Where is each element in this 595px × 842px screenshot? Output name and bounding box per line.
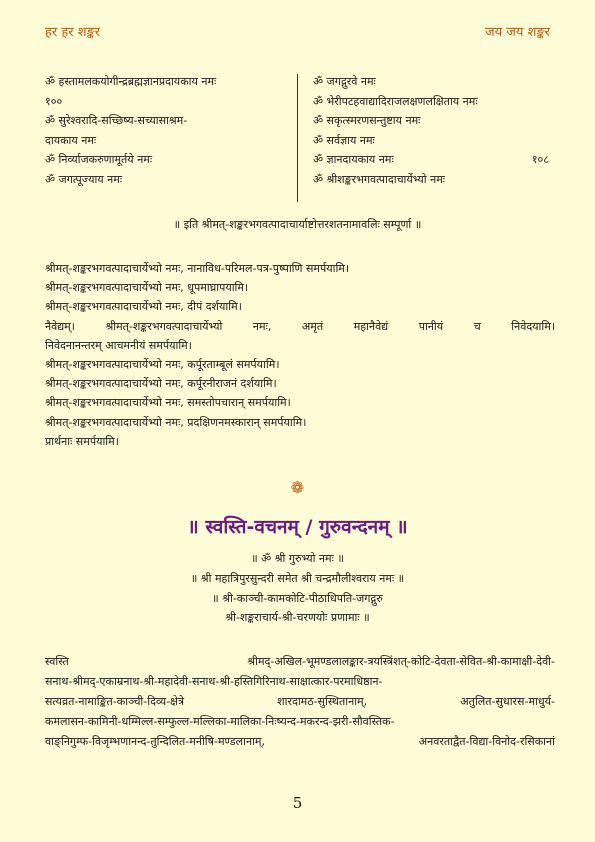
names-columns xyxy=(45,72,555,204)
name-line: दायकाय नमः xyxy=(45,133,97,147)
page-header xyxy=(45,22,550,42)
header-left-text: हर हर शङ्कर xyxy=(45,25,101,40)
upachara-line: श्रीमत्-शङ्करभगवत्पादाचार्येभ्यो नमः, प्रदक्षिणनमस्कारान् समर्पयामि। xyxy=(45,415,307,429)
upachara-line: श्रीमत्-शङ्करभगवत्पादाचार्येभ्यो नमः, नानाविध-परिमल-पत्र-पुष्पाणि समर्पयामि। xyxy=(45,262,350,275)
upachara-section xyxy=(45,259,555,451)
svasti-line: कमलासन-कामिनी-धम्मिल्ल-सम्फुल्ल-मल्लिका-मालिका-निःष्यन्द-मकरन्द-झरी-सौवस्तिक- xyxy=(45,715,395,728)
invocation-line: ॥ श्री महात्रिपुरसुन्दरी समेत श्री चन्द्रमौलीश्वराय नमः ॥ xyxy=(190,571,405,585)
name-text: ॐ ज्ञानदायकाय नमः xyxy=(313,153,394,166)
upachara-line: निवेदनानन्तरम् आचमनीयं समर्पयामि। xyxy=(45,338,192,352)
upachara-line: श्रीमत्-शङ्करभगवत्पादाचार्येभ्यो नमः, समस्तोपचारान् समर्पयामि। xyxy=(45,396,291,410)
header-right-text: जय जय शङ्कर xyxy=(484,25,550,40)
upachara-line: श्रीमत्-शङ्करभगवत्पादाचार्येभ्यो नमः, कर्पूरनीराजनं दर्शयामि। xyxy=(45,377,277,391)
svasti-line: स्वस्ति श्रीमद्-अखिल-भूमण्डलालङ्कार-त्रयस्त्रिंशत्-कोटि-देवता-सेवित-श्री-कामाक्षी-देवी- xyxy=(45,655,555,668)
upachara-line: नैवेद्यम्। श्रीमत्-शङ्करभगवत्पादाचार्येभ्यो नमः, अमृतं महानैवेद्यं पानीयं च निवेदयामि। xyxy=(45,319,555,333)
invocation-line: श्री-शङ्कराचार्य-श्री-चरणयोः प्रणामाः ॥ xyxy=(225,611,370,625)
name-line: ॐ भेरीपटहवाद्यादिराजलक्षणलक्षिताय नमः xyxy=(313,94,478,108)
name-line: ॐ हस्तामलकयोगीन्द्रब्रह्मज्ञानप्रदायकाय नमः xyxy=(45,75,217,88)
invocation-line: ॥ ॐ श्री गुरुभ्यो नमः ॥ xyxy=(251,552,344,565)
completion-line: ॥ इति श्रीमत्-शङ्करभगवत्पादाचार्याष्टोत्तरशतनामावलिः सम्पूर्णा ॥ xyxy=(173,218,422,231)
svasti-line: सत्यव्रत-नामाङ्कित-काञ्ची-दिव्य-क्षेत्रे शारदामठ-सुस्थितानाम्, अतुलित-सुधारस-माधुर्य- xyxy=(45,695,555,708)
name-line: ॐ सुरेश्वरादि-सच्छिष्य-सच्यासाश्रम- xyxy=(45,114,188,127)
column-divider xyxy=(297,74,298,202)
upachara-line: श्रीमत्-शङ्करभगवत्पादाचार्येभ्यो नमः, धूपमाघ्रापयामि। xyxy=(45,281,249,295)
invocations xyxy=(0,549,595,628)
name-line xyxy=(313,150,555,170)
upachara-line: श्रीमत्-शङ्करभगवत्पादाचार्येभ्यो नमः, कर्पूरताम्बूलं समर्पयामि। xyxy=(45,358,280,372)
name-line: ॐ सर्वज्ञाय नमः xyxy=(313,133,375,147)
name-line: ॐ निर्व्याजकरुणामूर्तये नमः xyxy=(45,153,153,166)
name-line: ॐ जगद्गुरवे नमः xyxy=(313,75,376,88)
name-line: ॐ जगत्पूज्याय नमः xyxy=(45,172,123,186)
svasti-line: सनाथ-श्रीमद्-एकाम्रनाथ-श्री-महादेवी-सनाथ-श्री-हस्तिगिरिनाथ-साक्षात्कार-परमाधिष्ठान- xyxy=(45,675,383,688)
name-number: १०० xyxy=(45,94,63,108)
upachara-line: श्रीमत्-शङ्करभगवत्पादाचार्येभ्यो नमः, दीपं दर्शयामि। xyxy=(45,300,242,314)
names-left-column xyxy=(45,72,295,189)
svasti-paragraph xyxy=(45,652,555,752)
section-title: ॥ स्वस्ति-वचनम् / गुरुवन्दनम् ॥ xyxy=(187,516,408,538)
name-line: ॐ सकृत्स्मरणसन्तुष्टाय नमः xyxy=(313,114,421,127)
page-number: 5 xyxy=(292,794,303,812)
invocation-line: ॥ श्री-काञ्ची-कामकोटि-पीठाधिपति-जगद्गुरु xyxy=(212,591,383,605)
name-number: १०८ xyxy=(531,153,549,166)
names-right-column xyxy=(313,72,555,189)
flower-ornament-icon: ❁ xyxy=(290,478,305,497)
name-line: ॐ श्रीशङ्करभगवत्पादाचार्येभ्यो नमः xyxy=(313,172,445,186)
upachara-line: प्रार्थनाः समर्पयामि। xyxy=(45,434,119,448)
svasti-line: वाङ्निगुम्फ-विजृम्भणानन्द-तुन्दिलित-मनीषि-मण्डलानाम्, अनवरताद्वैत-विद्या-विनोद-रसिकानां xyxy=(45,735,555,748)
